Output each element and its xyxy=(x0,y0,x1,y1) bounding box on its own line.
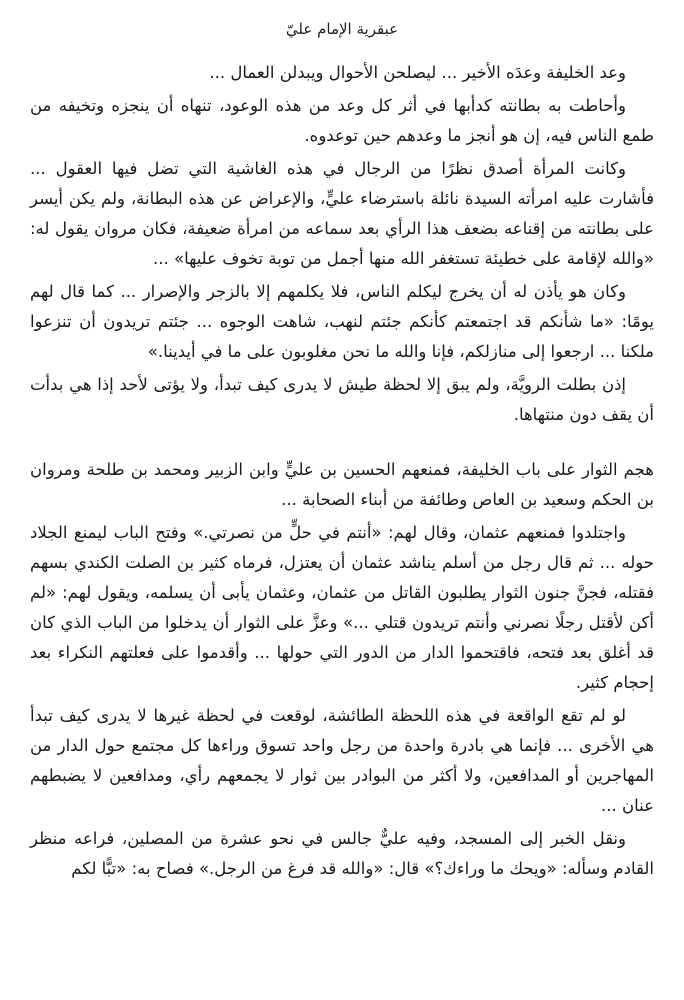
section-break xyxy=(30,433,654,455)
paragraph: وأحاطت به بطانته كدأبها في أثر كل وعد من هذه الوعود، تنهاه أن ينجزه وتخيفه من طمع الناس فيه، إن هو أنجز ما وعدهم حين توعدوه. xyxy=(30,96,654,145)
paragraph: ونقل الخبر إلى المسجد، وفيه عليٌّ جالس في نحو عشرة من المصلين، فراعه منظر القادم وسأله: «ويحك ما وراءك؟» قال: «والله قد فرغ من الرجل.» فصاح به: «تبًّا لكم xyxy=(30,829,654,878)
paragraph: وكانت المرأة أصدق نظرًا من الرجال في هذه الغاشية التي تضل فيها العقول ... فأشارت عليه امرأته السيدة نائلة باسترضاء عليٍّ، والإعراض عن هذه البطانة، ولم يكن أيسر على بطانته من إقناعه بضعف هذا الرأي بعد سماعه من امرأة ضعيفة، فكان مروان يقول له: «والله لإقامة على خطيئة تستغفر الله منها أجمل من توبة تخوف عليها» ... xyxy=(30,159,654,268)
paragraph: واجتلدوا فمنعهم عثمان، وقال لهم: «أنتم في حلٍّ من نصرتي.» وفتح الباب ليمنع الجلاد حوله ... ثم قال رجل من أسلم يناشد عثمان أن يعتزل، فرماه كثير بن الصلت الكندي بسهم فقتله، فجنَّ جنون الثوار يطلبون القاتل من عثمان، وعثمان يأبى أن يسلمه، ويقول لهم: «لم أكن لأقتل رجلًا نصرني وأنتم تريدون قتلي ...» وعزَّ على الثوار أن يدخلوا من الباب الذي كان قد أغلق بعد فتحه، فاقتحموا الدار من الدور التي حولها ... وأقدموا على فعلتهم النكراء بعد إحجام كثير. xyxy=(30,523,654,692)
paragraph: لو لم تقع الواقعة في هذه اللحظة الطائشة، لوقعت في لحظة غيرها لا يدرى كيف تبدأ هي الأخرى ... فإنما هي بادرة واحدة من رجل واحد تسوق وراءها كل مجتمع حول الدار من المهاجرين أو المدافعين، ولا أكثر من البوادر بين ثوار لا يجمعهم رأي، ومدافعين لا يضبطهم عنان ... xyxy=(30,706,654,815)
running-header: عبقرية الإمام عليّ xyxy=(285,20,399,38)
paragraph: وكان هو يأذن له أن يخرج ليكلم الناس، فلا يكلمهم إلا بالزجر والإصرار ... كما قال لهم يومًا: «ما شأنكم قد اجتمعتم كأنكم جئتم لنهب، شاهت الوجوه ... جئتم تريدون أن تنزعوا ملكنا ... ارجعوا إلى منازلكم، فإنا والله ما نحن مغلوبون على ما في أيدينا.» xyxy=(30,282,654,361)
section-part2 xyxy=(30,455,654,884)
paragraph: وعد الخليفة وعدَه الأخير ... ليصلحن الأحوال ويبدلن العمال ... xyxy=(209,63,626,82)
section-part1 xyxy=(30,58,654,430)
paragraph: هجم الثوار على باب الخليفة، فمنعهم الحسين بن عليٍّ وابن الزبير ومحمد بن طلحة ومروان بن الحكم وسعيد بن العاص وطائفة من أبناء الصحابة ... xyxy=(30,460,654,509)
paragraph: إذن بطلت الرويَّة، ولم يبق إلا لحظة طيش لا يدرى كيف تبدأ، ولا يؤتى لأحد إذا هي بدأت أن يقف دون منتهاها. xyxy=(30,375,654,424)
